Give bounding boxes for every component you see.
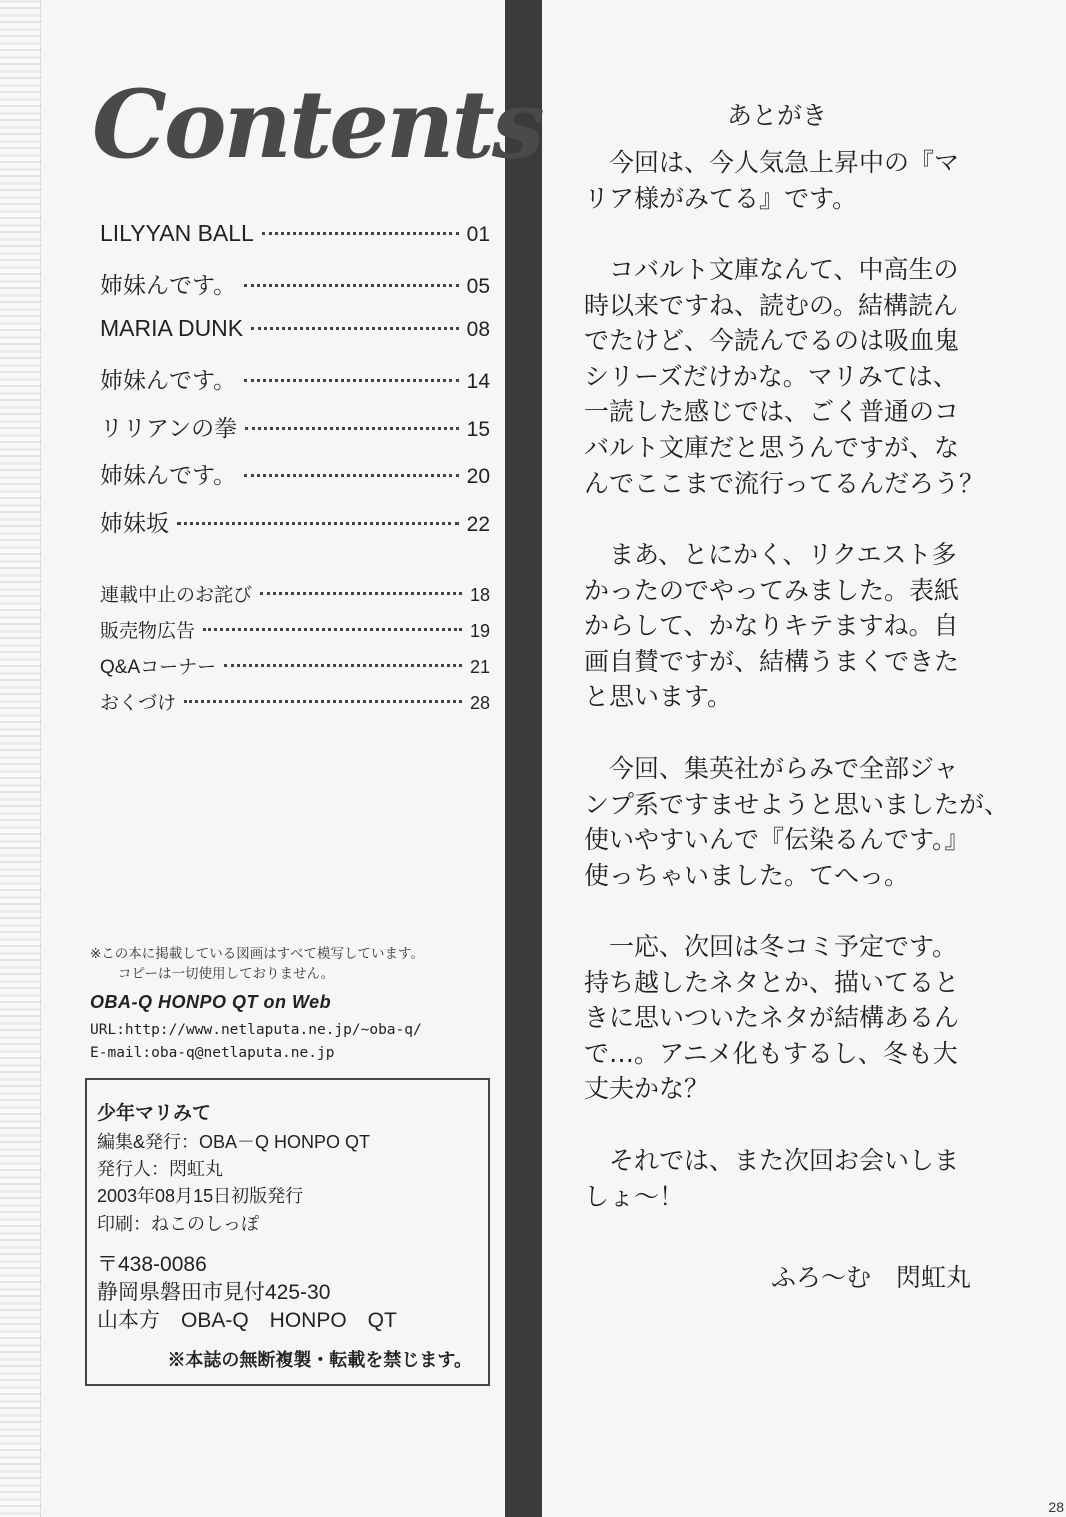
toc-item	[100, 457, 490, 490]
toc-leader-dots	[244, 379, 458, 382]
toc-sub-item	[100, 652, 490, 679]
colophon-care-of: 山本方 OBA-Q HONPO QT	[97, 1309, 397, 1332]
toc-leader-dots	[245, 427, 459, 430]
colophon-warning: ※本誌の無断複製・転載を禁じます。	[167, 1350, 472, 1370]
contents-title: Contents	[92, 70, 542, 180]
colophon-publisher: 発行人：閃虹丸	[97, 1159, 223, 1179]
toc-item	[100, 410, 490, 443]
toc-item-page: 21	[469, 657, 490, 677]
toc-item-title: 姉妹んです。	[100, 367, 237, 393]
toc-item	[100, 505, 490, 538]
toc-item-title: Q&Aコーナー	[100, 657, 217, 678]
contents-column	[90, 0, 542, 1517]
toc-sub-item	[100, 580, 490, 607]
toc-leader-dots	[260, 592, 462, 595]
toc-item-page: 19	[469, 621, 490, 641]
colophon-editor: 編集&発行：OBA－Q HONPO QT	[97, 1132, 371, 1152]
afterword-paragraph: コバルト文庫なんて、中高生の 時以来ですね、読むの。結構読ん でたけど、今読んでるのは吸血鬼 シリーズだけかな。マリみては、 一読した感じでは、ごく普通のコ バルト文庫だと思うんですが、な んでここまで流行ってるんだろう？	[584, 255, 985, 498]
toc-item-title: 姉妹んです。	[100, 272, 237, 298]
colophon-printer: 印刷：ねこのしっぽ	[97, 1214, 259, 1234]
toc-sub-item	[100, 616, 490, 643]
copy-notice	[90, 944, 424, 984]
afterword-paragraph: 今回は、今人気急上昇中の『マ リア様がみてる』です。	[584, 148, 960, 213]
toc-item-title: おくづけ	[100, 693, 177, 714]
toc-leader-dots	[224, 664, 462, 667]
afterword-paragraph: それでは、また次回お会いしま しょ～！	[584, 1146, 960, 1211]
afterword-paragraph: 今回、集英社がらみで全部ジャ ンプ系ですませようと思いましたが、 使いやすいんで『伝染るんです。』 使っちゃいました。てへっ。	[584, 754, 1010, 890]
toc-item-page: 22	[466, 513, 490, 536]
colophon-box	[85, 1078, 490, 1386]
page-number: 28	[1048, 1499, 1064, 1515]
toc-item-page: 01	[466, 223, 490, 246]
toc-item-page: 05	[466, 275, 490, 298]
copy-notice-line: ※この本に掲載している図画はすべて模写しています。	[90, 946, 424, 962]
toc-item-title: 販売物広告	[100, 621, 196, 642]
toc-leader-dots	[244, 474, 458, 477]
toc-leader-dots	[262, 232, 459, 235]
web-email[interactable]: E-mail:oba-q@netlaputa.ne.jp	[90, 1045, 335, 1061]
binding-edge	[0, 0, 41, 1517]
toc-item-page: 18	[469, 585, 490, 605]
toc-item-page: 08	[466, 318, 490, 341]
toc-sub-item	[100, 688, 490, 715]
toc-item-title: LILYYAN BALL	[100, 220, 254, 246]
toc-leader-dots	[177, 522, 459, 525]
toc-item-title: 姉妹坂	[100, 510, 169, 536]
afterword-signature: ふろ～む 閃虹丸	[770, 1263, 971, 1292]
toc-item-page: 28	[469, 693, 490, 713]
toc-item-title: 連載中止のお詫び	[100, 585, 253, 606]
afterword-paragraph: まあ、とにかく、リクエスト多 かったのでやってみました。表紙 からして、かなりキテますね。自 画自賛ですが、結構うまくできた と思います。	[584, 540, 960, 712]
toc-item	[100, 220, 490, 247]
colophon-date: 2003年08月15日初版発行	[97, 1186, 304, 1206]
toc-item	[100, 315, 490, 342]
toc-item	[100, 362, 490, 395]
toc-leader-dots	[251, 327, 459, 330]
toc-item-title: MARIA DUNK	[100, 315, 244, 341]
toc-leader-dots	[184, 700, 462, 703]
web-url[interactable]: URL:http://www.netlaputa.ne.jp/~oba-q/	[90, 1022, 422, 1038]
colophon-address: 静岡県磐田市見付425-30	[97, 1281, 331, 1304]
afterword-title: あとがき	[726, 101, 827, 130]
toc-item-page: 14	[466, 370, 490, 393]
colophon-book-title: 少年マリみて	[97, 1103, 212, 1124]
center-divider-bar	[505, 0, 542, 1517]
toc-item-title: 姉妹んです。	[100, 462, 237, 488]
copy-notice-line: コピーは一切使用しておりません。	[118, 966, 335, 982]
colophon-postal: 〒438-0086	[97, 1253, 207, 1276]
afterword-paragraph: 一応、次回は冬コミ予定です。 持ち越したネタとか、描いてると きに思いついたネタが結構あるん で…。アニメ化もするし、冬も大 丈夫かな？	[584, 932, 960, 1104]
toc-leader-dots	[244, 284, 458, 287]
web-title: OBA-Q HONPO QT on Web	[90, 992, 332, 1012]
toc-item	[100, 267, 490, 300]
afterword-column	[542, 0, 1066, 1517]
toc-item-title: リリアンの拳	[100, 415, 238, 441]
toc-item-page: 15	[466, 418, 490, 441]
toc-item-page: 20	[466, 465, 490, 488]
toc-leader-dots	[203, 628, 462, 631]
